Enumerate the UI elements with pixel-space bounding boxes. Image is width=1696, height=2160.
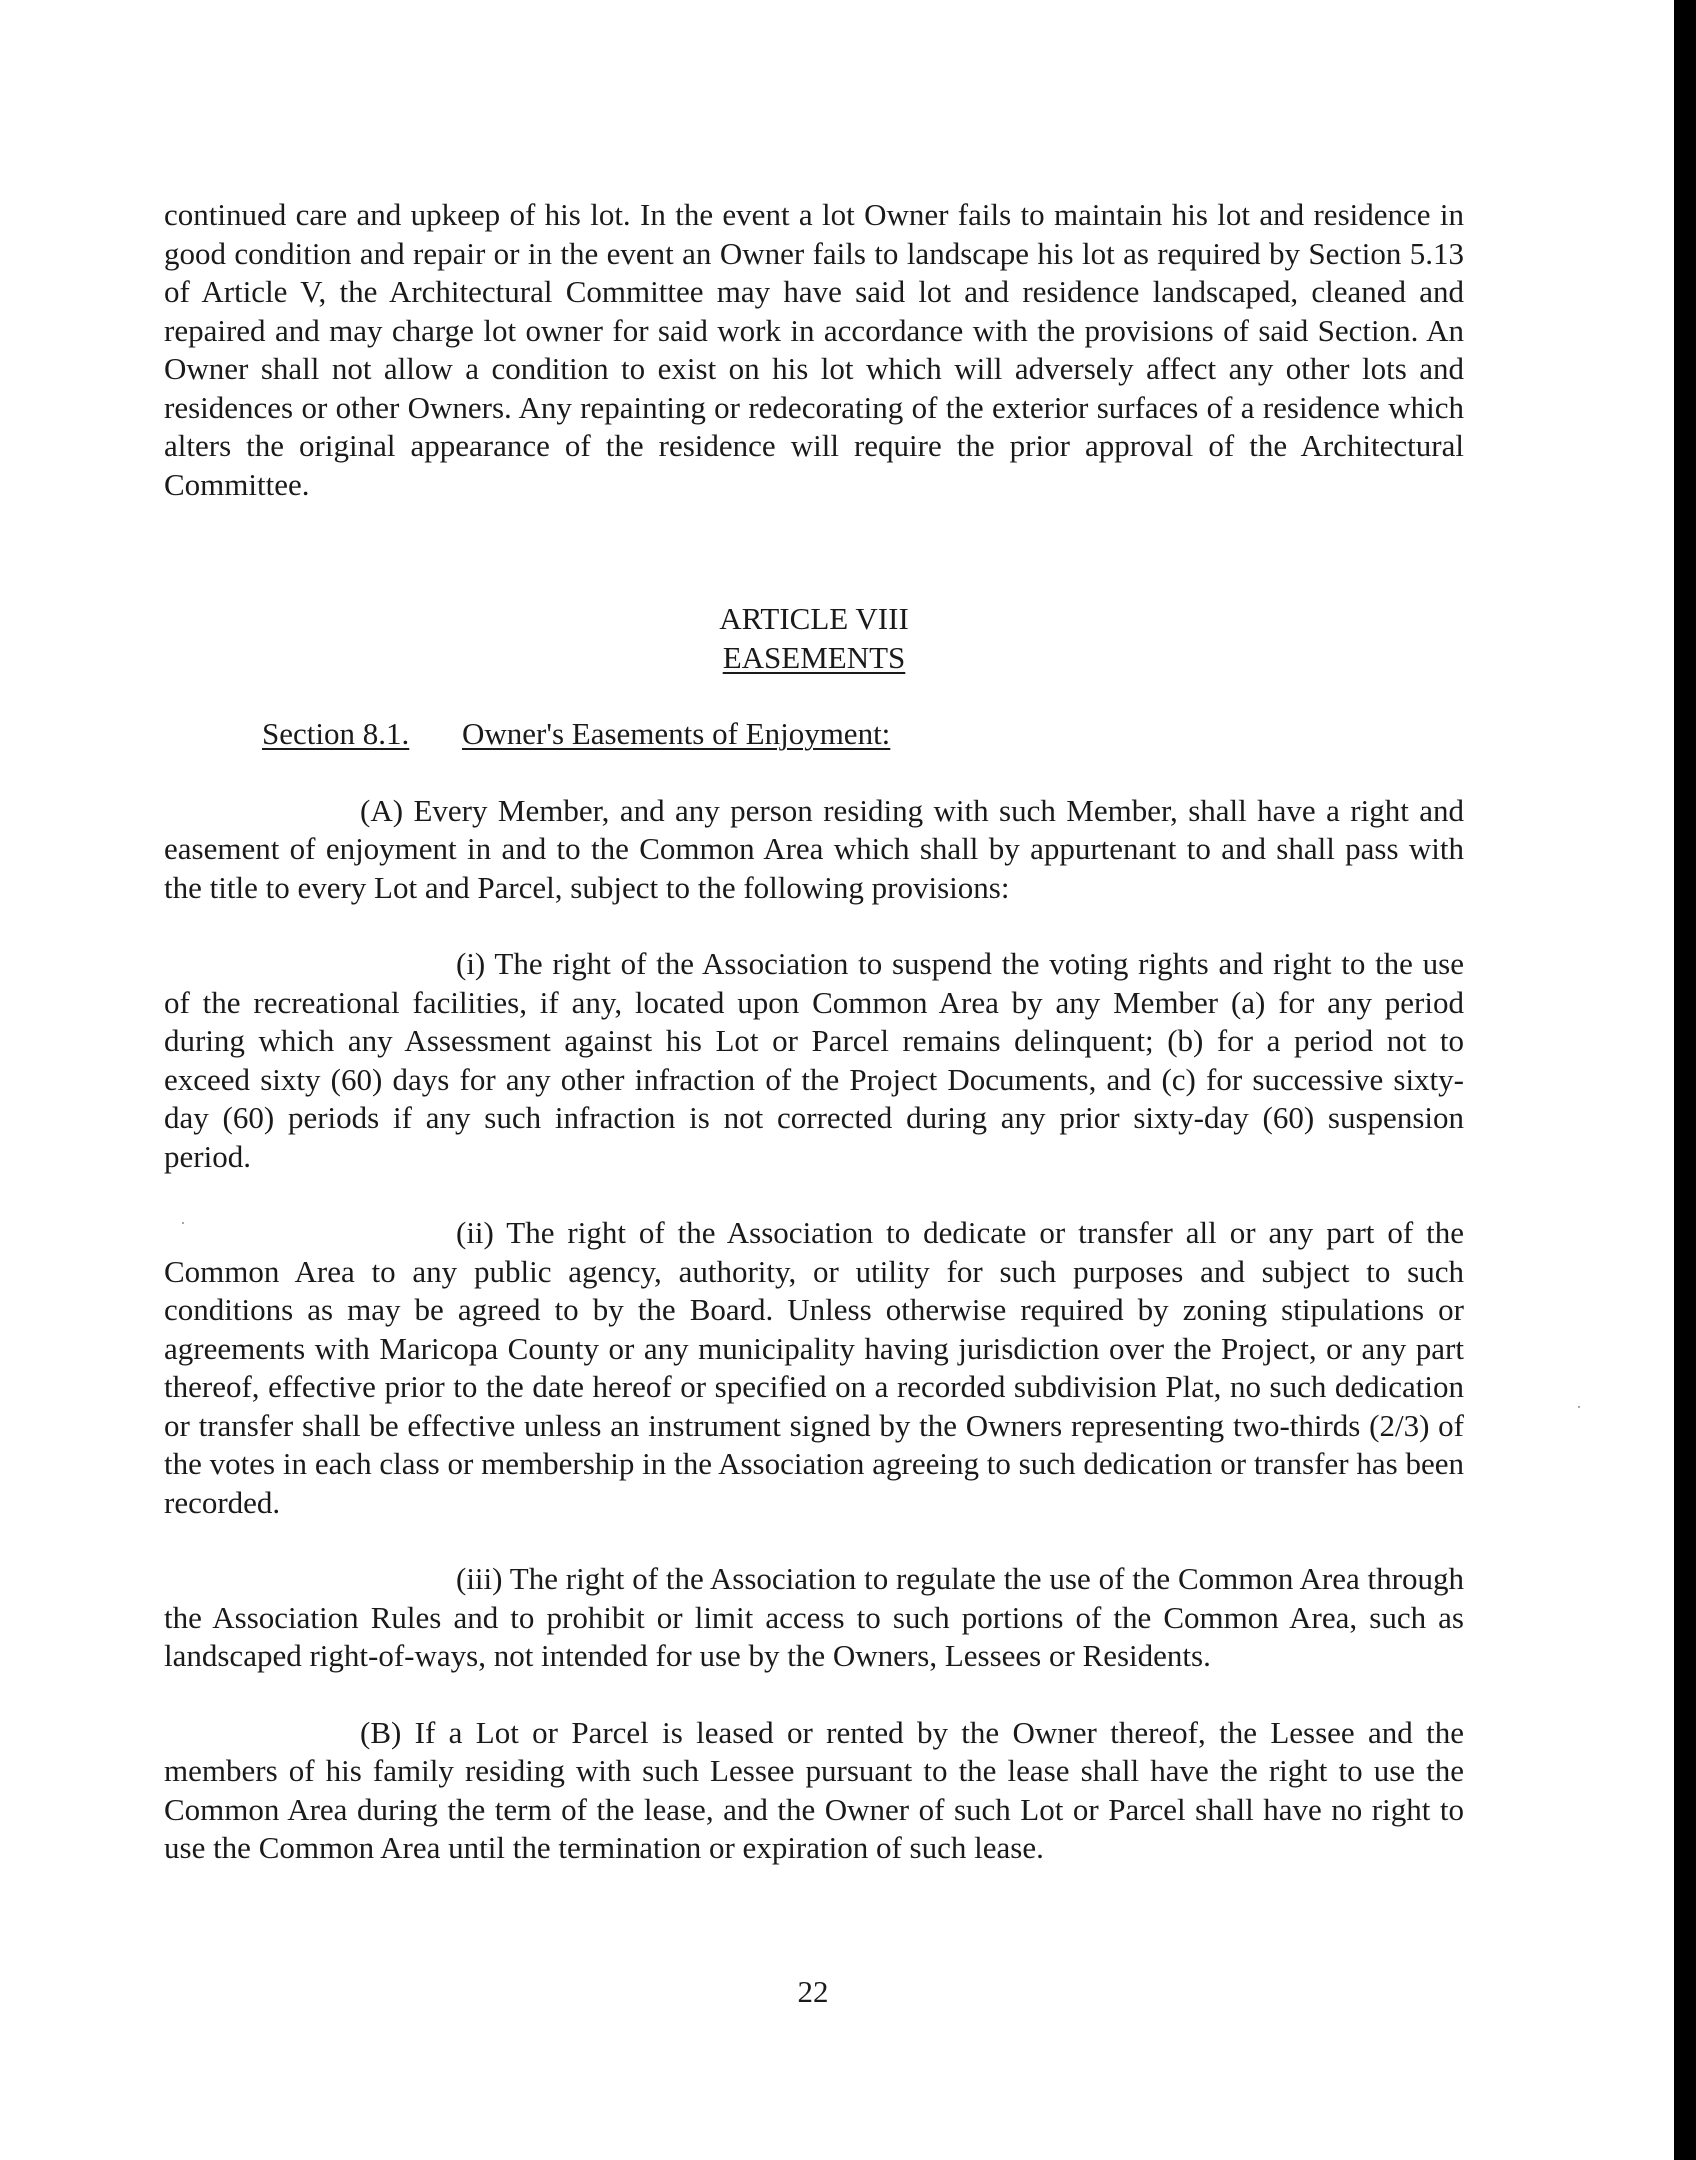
opening-paragraph: continued care and upkeep of his lot. In the event a lot Owner fails to maintain his lot and residence in good condition and repair or in the event an Owner fails to landscape his lot as required by Section 5.13 of Article V, the Architectural Committee may have said lot and residence landscaped, cleaned and repaired and may charge lot owner for said work in accordance with the provisions of said Section. An Owner shall not allow a condition to exist on his lot which will adversely affect any other lots and residences or other Owners. Any repainting or redecorating of the exterior surfaces of a residence which alters the original appearance of the residence will require the prior approval of the Architectural Committee. <box>164 197 1464 502</box>
paragraph-ii: (ii) The right of the Association to dedicate or transfer all or any part of the Common Area to any public agency, authority, or utility for such purposes and subject to such conditions as may be agreed to by the Board. Unless otherwise required by zoning stipulations or agreements with Maricopa County or any municipality having jurisdiction over the Project, or any part thereof, effective prior to the date hereof or specified on a recorded subdivision Plat, no such dedication or transfer shall be effective unless an instrument signed by the Owners representing two-thirds (2/3) of the votes in each class or membership in the Association agreeing to such dedication or transfer has been recorded. <box>164 1215 1464 1520</box>
section-title: Owner's Easements of Enjoyment: <box>462 716 891 751</box>
paragraph-i: (i) The right of the Association to suspend the voting rights and right to the use of the recreational facilities, if any, located upon Common Area by any Member (a) for any period during which any Assessment against his Lot or Parcel remains delinquent; (b) for a period not to exceed sixty (60) days for any other infraction of the Project Documents, and (c) for successive sixty-day (60) periods if any such infraction is not corrected during any prior sixty-day (60) suspension period. <box>164 946 1464 1174</box>
section-heading <box>164 715 1464 754</box>
section-number: Section 8.1. <box>262 716 410 751</box>
scan-edge-shadow <box>1674 0 1696 2160</box>
paragraph-b: (B) If a Lot or Parcel is leased or rented by the Owner thereof, the Lessee and the members of his family residing with such Lessee pursuant to the lease shall have the right to use the Common Area during the term of the lease, and the Owner of such Lot or Parcel shall have no right to use the Common Area until the termination or expiration of such lease. <box>164 1714 1464 1865</box>
page-number: 22 <box>797 1974 829 2009</box>
document-body <box>164 196 1464 1868</box>
paragraph-iii: (iii) The right of the Association to regulate the use of the Common Area through the Association Rules and to prohibit or limit access to such portions of the Common Area, such as landscaped right-of-ways, not intended for use by the Owners, Lessees or Residents. <box>164 1561 1464 1673</box>
article-title: EASEMENTS <box>722 639 906 675</box>
scan-speck <box>1578 1406 1580 1408</box>
paragraph-a: (A) Every Member, and any person residing with such Member, shall have a right and easement of enjoyment in and to the Common Area which shall by appurtenant to and shall pass with the title to every Lot and Parcel, subject to the following provisions: <box>164 792 1464 905</box>
article-number: ARTICLE VIII <box>719 601 909 636</box>
